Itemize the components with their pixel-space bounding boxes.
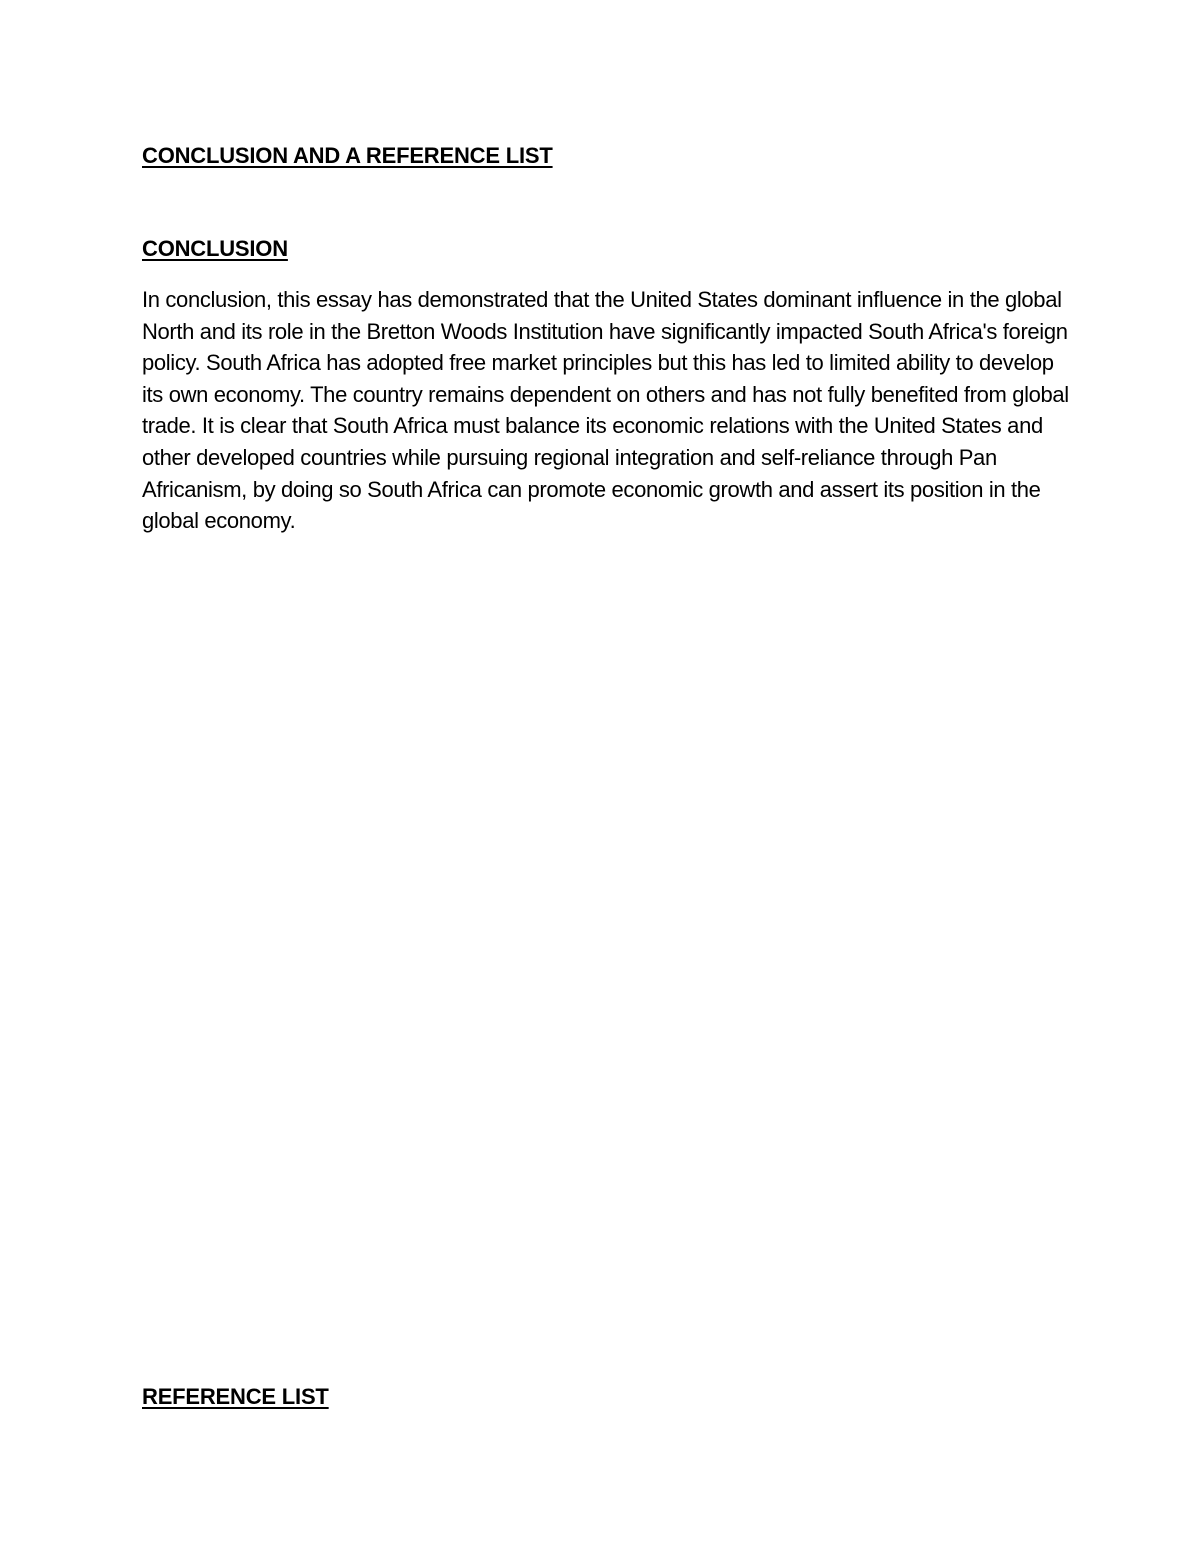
reference-list-heading: REFERENCE LIST [142,1384,329,1409]
conclusion-heading: CONCLUSION [142,236,288,261]
document-title: CONCLUSION AND A REFERENCE LIST [142,143,553,168]
conclusion-paragraph: In conclusion, this essay has demonstrated that the United States dominant influence in the global North and its role in the Bretton Woods Institution have significantly impacted South Africa's foreign policy. South Africa has adopted free market principles but this has led to limited ability to develop its own economy. The country remains dependent on others and has not fully benefited from global trade. It is clear that South Africa must balance its economic relations with the United States and other developed countries while pursuing regional integration and self-reliance through Pan Africanism, by doing so South Africa can promote economic growth and assert its position in the global economy. [142,287,1069,534]
